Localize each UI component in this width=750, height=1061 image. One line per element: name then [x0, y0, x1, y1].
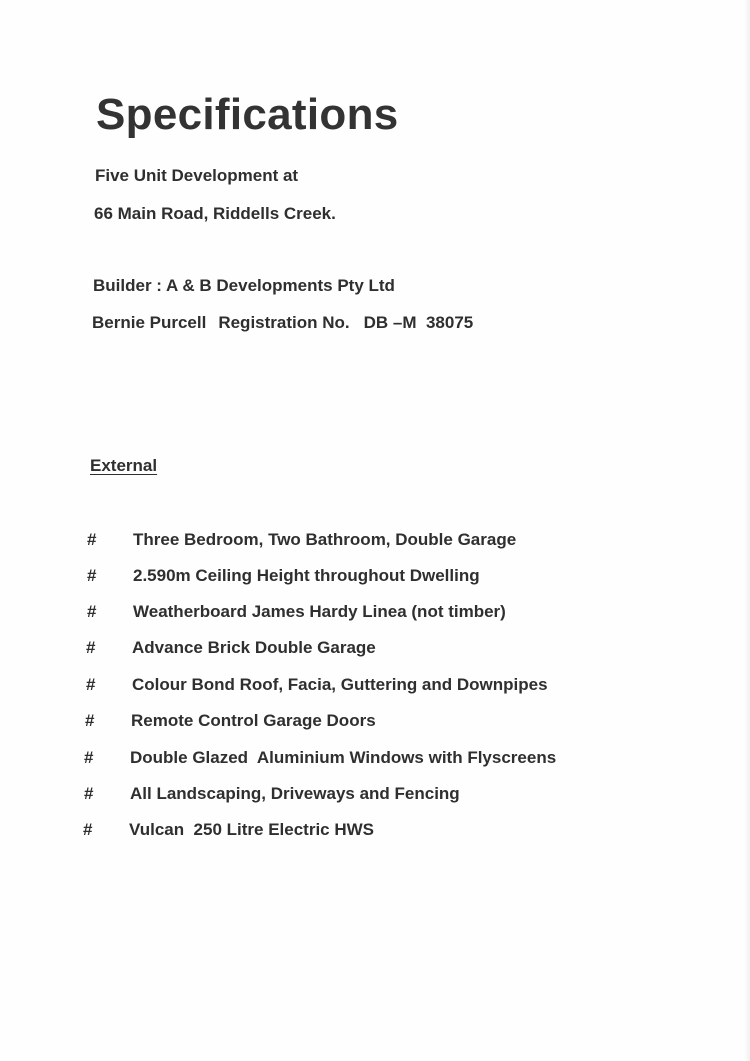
- registration-number: DB –M 38075: [363, 313, 474, 332]
- spec-item-text: Double Glazed Aluminium Windows with Flyscreens: [130, 748, 557, 767]
- spec-item-text: Colour Bond Roof, Facia, Guttering and Downpipes: [132, 675, 548, 694]
- spec-item-text: All Landscaping, Driveways and Fencing: [130, 784, 460, 803]
- registration-label: Registration No.: [218, 313, 350, 332]
- section-heading-external: External: [90, 456, 158, 475]
- page-title: Specifications: [96, 90, 399, 139]
- bullet-hash: #: [86, 638, 96, 657]
- bullet-hash: #: [84, 748, 94, 767]
- bullet-hash: #: [83, 820, 93, 839]
- spec-item-text: Advance Brick Double Garage: [132, 638, 376, 657]
- builder-name: Builder : A & B Developments Pty Ltd: [93, 276, 395, 295]
- development-address: 66 Main Road, Riddells Creek.: [94, 204, 336, 223]
- spec-item-text: Remote Control Garage Doors: [131, 711, 376, 730]
- spec-item-text: Vulcan 250 Litre Electric HWS: [129, 820, 375, 839]
- spec-item-text: 2.590m Ceiling Height throughout Dwelling: [133, 566, 480, 585]
- bullet-hash: #: [85, 711, 95, 730]
- bullet-hash: #: [87, 530, 97, 549]
- spec-item-text: Weatherboard James Hardy Linea (not timber): [133, 602, 506, 621]
- bullet-hash: #: [87, 566, 97, 585]
- page-edge-shadow: [744, 0, 750, 1061]
- spec-item-text: Three Bedroom, Two Bathroom, Double Garage: [133, 530, 517, 549]
- bullet-hash: #: [87, 602, 97, 621]
- registration-line: [92, 313, 473, 333]
- development-description: Five Unit Development at: [95, 166, 299, 185]
- bullet-hash: #: [84, 784, 94, 803]
- bullet-hash: #: [86, 675, 96, 694]
- builder-person: Bernie Purcell: [92, 313, 207, 332]
